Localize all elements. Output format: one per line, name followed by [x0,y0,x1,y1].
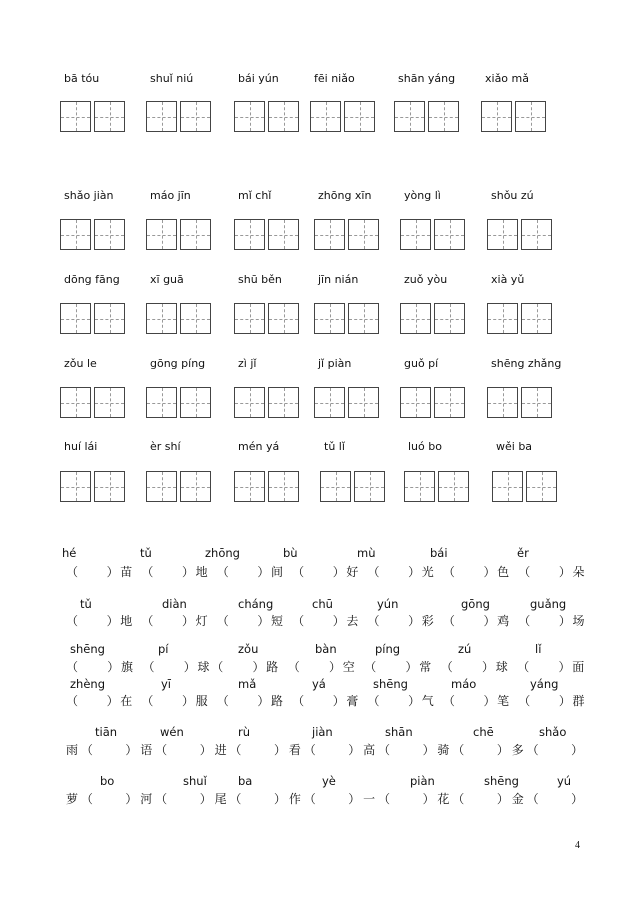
exercise-pinyin: yáng [530,677,559,691]
grid-pinyin: shuǐ niú [150,72,194,85]
exercise-pinyin: shǎo [539,725,567,739]
grid-pinyin: èr shí [150,440,181,453]
tianzige-box[interactable] [310,101,341,132]
tianzige-box[interactable] [268,101,299,132]
tianzige-box[interactable] [234,219,265,250]
exercise-pinyin: zhèng [70,677,105,691]
tianzige-box[interactable] [434,303,465,334]
grid-pinyin: shān yáng [398,72,456,85]
tianzige-box[interactable] [146,303,177,334]
tianzige-box[interactable] [146,471,177,502]
tianzige-box[interactable] [146,101,177,132]
grid-pinyin: xī guā [150,273,184,286]
exercise-pinyin: bo [100,774,115,788]
tianzige-box[interactable] [94,219,125,250]
grid-pinyin: zhōng xīn [318,189,372,202]
tianzige-box[interactable] [354,471,385,502]
grid-pinyin: gōng píng [150,357,206,370]
grid-pinyin: luó bo [408,440,442,453]
exercise-pinyin: tǔ [140,546,152,560]
exercise-pinyin: yī [161,677,172,691]
exercise-pinyin: pí [158,642,169,656]
tianzige-box[interactable] [94,471,125,502]
tianzige-box[interactable] [234,387,265,418]
exercise-pinyin: lǐ [535,642,542,656]
tianzige-box[interactable] [348,387,379,418]
tianzige-box[interactable] [314,219,345,250]
tianzige-box[interactable] [60,387,91,418]
grid-pinyin: tǔ lǐ [324,440,345,453]
exercise-pinyin: jiàn [312,725,333,739]
exercise-pinyin: gōng [461,597,490,611]
exercise-fill-row[interactable]: 雨（ ）语（ ）进（ ）看（ ）高（ ）骑（ ）多（ ） [66,743,587,757]
tianzige-box[interactable] [180,303,211,334]
tianzige-box[interactable] [268,471,299,502]
tianzige-box[interactable] [348,219,379,250]
tianzige-box[interactable] [434,387,465,418]
tianzige-box[interactable] [404,471,435,502]
grid-pinyin: xià yǔ [491,273,525,286]
grid-pinyin: jǐ piàn [318,357,352,370]
grid-pinyin: dōng fāng [64,273,120,286]
grid-pinyin: bā tóu [64,72,100,85]
exercise-pinyin: shēng [484,774,519,788]
tianzige-box[interactable] [180,101,211,132]
exercise-pinyin: zhōng [205,546,240,560]
grid-pinyin: huí lái [64,440,98,453]
exercise-pinyin: yú [557,774,572,788]
grid-pinyin: yòng lì [404,189,441,202]
exercise-fill-row[interactable]: （ ）苗 （ ）地 （ ）间 （ ）好 （ ）光 （ ）色 （ ）朵 [66,565,587,579]
tianzige-box[interactable] [400,387,431,418]
exercise-pinyin: bù [283,546,298,560]
tianzige-box[interactable] [234,101,265,132]
exercise-pinyin: mù [357,546,376,560]
exercise-pinyin: bái [430,546,448,560]
exercise-fill-row[interactable]: 萝（ ）河（ ）尾（ ）作（ ）一（ ）花（ ）金（ ） [66,792,587,806]
tianzige-box[interactable] [314,387,345,418]
exercise-pinyin: máo [451,677,477,691]
tianzige-box[interactable] [487,387,518,418]
grid-pinyin: wěi ba [496,440,533,453]
grid-pinyin: zǒu le [64,357,97,370]
tianzige-box[interactable] [320,471,351,502]
tianzige-box[interactable] [60,471,91,502]
tianzige-box[interactable] [268,219,299,250]
exercise-pinyin: diàn [162,597,187,611]
tianzige-box[interactable] [180,387,211,418]
tianzige-box[interactable] [314,303,345,334]
exercise-pinyin: chū [312,597,333,611]
tianzige-box[interactable] [60,101,91,132]
grid-pinyin: xiǎo mǎ [485,72,529,85]
page-number: 4 [575,840,580,851]
tianzige-box[interactable] [234,303,265,334]
tianzige-box[interactable] [400,219,431,250]
exercise-fill-row[interactable]: （ ）地 （ ）灯 （ ）短 （ ）去 （ ）彩 （ ）鸡 （ ）场 [66,614,587,628]
tianzige-box[interactable] [234,471,265,502]
grid-pinyin: jīn nián [318,273,359,286]
exercise-pinyin: shēng [373,677,408,691]
exercise-pinyin: shēng [70,642,105,656]
exercise-pinyin: guǎng [530,597,567,611]
exercise-pinyin: cháng [238,597,274,611]
exercise-pinyin: ěr [517,546,529,560]
tianzige-box[interactable] [146,387,177,418]
tianzige-box[interactable] [481,101,512,132]
grid-pinyin: bái yún [238,72,279,85]
grid-pinyin: zì jǐ [238,357,257,370]
grid-pinyin: fēi niǎo [314,72,355,85]
tianzige-box[interactable] [394,101,425,132]
exercise-pinyin: chē [473,725,494,739]
tianzige-box[interactable] [146,219,177,250]
grid-pinyin: zuǒ yòu [404,273,448,286]
tianzige-box[interactable] [515,101,546,132]
tianzige-box[interactable] [492,471,523,502]
exercise-pinyin: shuǐ [183,774,207,788]
exercise-pinyin: mǎ [238,677,257,691]
exercise-pinyin: shān [385,725,413,739]
exercise-pinyin: zǒu [238,642,259,656]
tianzige-box[interactable] [180,219,211,250]
exercise-pinyin: hé [62,546,77,560]
tianzige-box[interactable] [268,303,299,334]
tianzige-box[interactable] [487,219,518,250]
tianzige-box[interactable] [180,471,211,502]
tianzige-box[interactable] [348,303,379,334]
tianzige-box[interactable] [487,303,518,334]
grid-pinyin: shū běn [238,273,282,286]
grid-pinyin: shǎo jiàn [64,189,114,202]
tianzige-box[interactable] [434,219,465,250]
exercise-fill-row[interactable]: （ ）旗 （ ）球（ ）路 （ ）空 （ ）常 （ ）球 （ ）面 [66,660,587,674]
tianzige-box[interactable] [521,387,552,418]
tianzige-box[interactable] [438,471,469,502]
exercise-pinyin: zú [458,642,472,656]
exercise-pinyin: piàn [410,774,435,788]
tianzige-box[interactable] [268,387,299,418]
exercise-pinyin: píng [375,642,401,656]
grid-pinyin: shēng zhǎng [491,357,562,370]
tianzige-box[interactable] [60,219,91,250]
exercise-pinyin: tǔ [80,597,92,611]
tianzige-box[interactable] [400,303,431,334]
exercise-pinyin: yè [322,774,336,788]
grid-pinyin: mǐ chǐ [238,189,272,202]
tianzige-box[interactable] [344,101,375,132]
tianzige-box[interactable] [94,387,125,418]
exercise-pinyin: bàn [315,642,337,656]
exercise-pinyin: tiān [95,725,118,739]
grid-pinyin: mén yá [238,440,280,453]
tianzige-box[interactable] [521,303,552,334]
exercise-fill-row[interactable]: （ ）在 （ ）服 （ ）路 （ ）膏 （ ）气 （ ）笔 （ ）群 [66,694,587,708]
grid-pinyin: guǒ pí [404,357,439,370]
grid-pinyin: shǒu zú [491,189,534,202]
tianzige-box[interactable] [94,303,125,334]
tianzige-box[interactable] [428,101,459,132]
exercise-pinyin: yún [377,597,399,611]
exercise-pinyin: ba [238,774,253,788]
tianzige-box[interactable] [521,219,552,250]
grid-pinyin: máo jīn [150,189,191,202]
tianzige-box[interactable] [60,303,91,334]
exercise-pinyin: rù [238,725,251,739]
tianzige-box[interactable] [94,101,125,132]
tianzige-box[interactable] [526,471,557,502]
exercise-pinyin: yá [312,677,326,691]
exercise-pinyin: wén [160,725,184,739]
